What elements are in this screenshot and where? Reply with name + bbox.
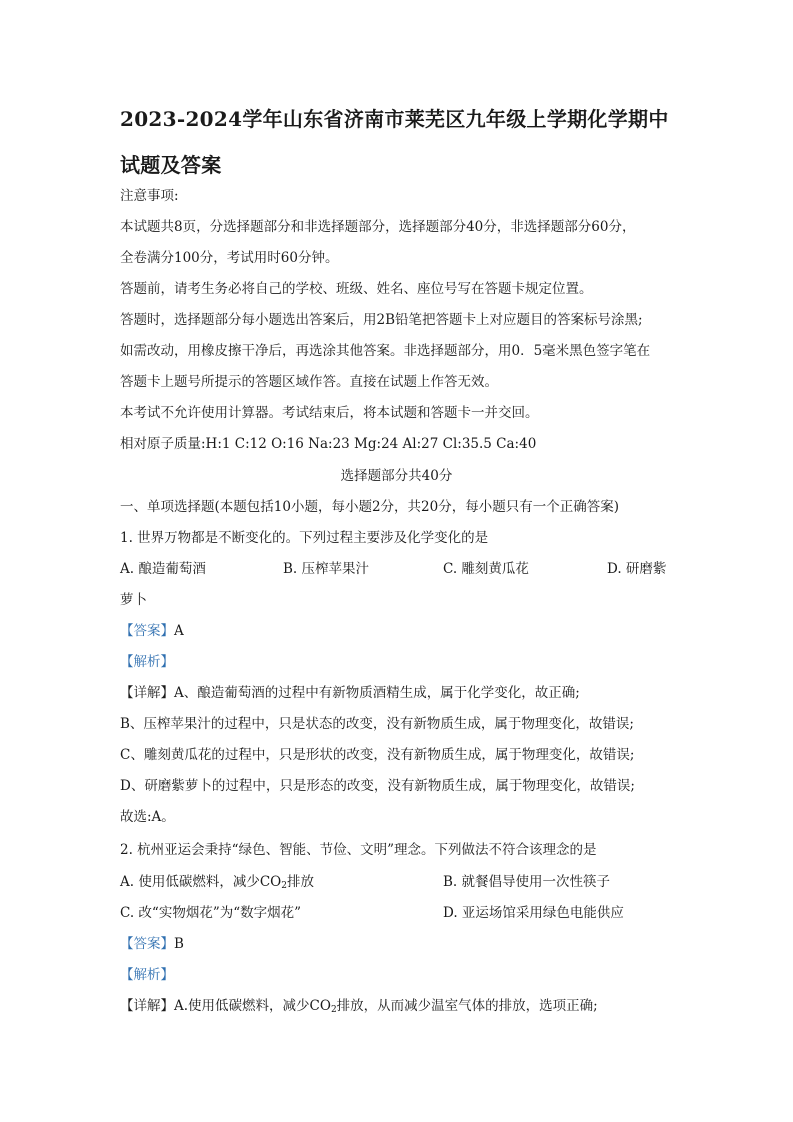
question-1-option-d: D. 研磨紫 [607,561,667,577]
question-1-answer [120,621,184,641]
notes-paragraph-2: 答题前，请考生务必将自己的学校、班级、姓名、座位号写在答题卡规定位置。 [120,281,593,297]
question-1-detail-b: B、压榨苹果汁的过程中，只是状态的改变，没有新物质生成，属于物理变化，故错误; [120,716,634,732]
detail-text: A、酿造葡萄酒的过程中有新物质酒精生成，属于化学变化，故正确; [174,685,580,701]
notes-paragraph-3b: 如需改动，用橡皮擦干净后，再选涂其他答案。非选择题部分，用0．5毫米黑色签字笔在 [120,343,651,359]
question-1-conclusion: 故选:A。 [120,809,175,825]
question-2-stem: 2. 杭州亚运会秉持“绿色、智能、节俭、文明”理念。下列做法不符合该理念的是 [120,842,597,858]
detail-tag: 【详解】 [120,685,174,701]
document-title [120,96,680,188]
question-1-analysis [120,652,174,672]
question-2-option-c: C. 改“实物烟花”为“数字烟花” [120,905,302,921]
notes-heading: 注意事项: [120,188,179,204]
part-1-instructions: 一、单项选择题(本题包括10小题，每小题2分，共20分，每小题只有一个正确答案) [120,499,619,515]
question-2-answer [120,934,184,954]
option-a-text-end: 排放 [286,874,314,890]
notes-paragraph-1a: 本试题共8页，分选择题部分和非选择题部分，选择题部分40分，非选择题部分60分， [120,219,636,235]
answer-value: B [174,936,184,952]
detail-text: A.使用低碳燃料，减少CO [174,998,331,1014]
question-2-detail-a [120,996,598,1020]
answer-value: A [174,623,184,639]
analysis-tag: 【解析】 [120,654,174,670]
notes-paragraph-4: 本考试不允许使用计算器。考试结束后，将本试题和答题卡一并交回。 [120,405,539,421]
question-2-option-b: B. 就餐倡导使用一次性筷子 [443,874,611,890]
atomic-masses: 相对原子质量:H:1 C:12 O:16 Na:23 Mg:24 Al:27 Cl:35.5 Ca:40 [120,436,537,452]
question-1-detail-a [120,683,580,703]
question-1-detail-d: D、研磨紫萝卜的过程中，只是形态的改变，没有新物质生成，属于物理变化，故错误; [120,778,635,794]
notes-paragraph-3c: 答题卡上题号所提示的答题区域作答。直接在试题上作答无效。 [120,374,498,390]
question-2-analysis [120,965,174,985]
option-a-text: A. 使用低碳燃料，减少CO [120,874,282,890]
question-1-option-a: A. 酿造葡萄酒 [120,561,206,577]
question-1-detail-c: C、雕刻黄瓜花的过程中，只是形状的改变，没有新物质生成，属于物理变化，故错误; [120,747,635,763]
question-1-option-c: C. 雕刻黄瓜花 [443,561,529,577]
section-header: 选择题部分共40分 [340,468,453,484]
notes-paragraph-3a: 答题时，选择题部分每小题选出答案后，用2B铅笔把答题卡上对应题目的答案标号涂黑; [120,312,643,328]
subscript: 2 [281,881,287,891]
analysis-tag: 【解析】 [120,967,174,983]
notes-paragraph-1b: 全卷满分100分，考试用时60分钟。 [120,250,339,266]
detail-tag: 【详解】 [120,998,174,1014]
title-line-1: 2023-2024学年山东省济南市莱芜区九年级上学期化学期中 [120,107,669,131]
answer-tag: 【答案】 [120,623,174,639]
title-line-2: 试题及答案 [120,153,222,177]
answer-tag: 【答案】 [120,936,174,952]
question-2-option-a [120,872,314,896]
detail-text-end: 排放，从而减少温室气体的排放，选项正确; [336,998,598,1014]
question-1-option-d-continued: 萝卜 [120,592,147,608]
subscript: 2 [330,1005,337,1015]
question-2-option-d: D. 亚运场馆采用绿色电能供应 [443,905,624,921]
question-1-stem: 1. 世界万物都是不断变化的。下列过程主要涉及化学变化的是 [120,530,489,546]
question-1-option-b: B. 压榨苹果汁 [283,561,370,577]
